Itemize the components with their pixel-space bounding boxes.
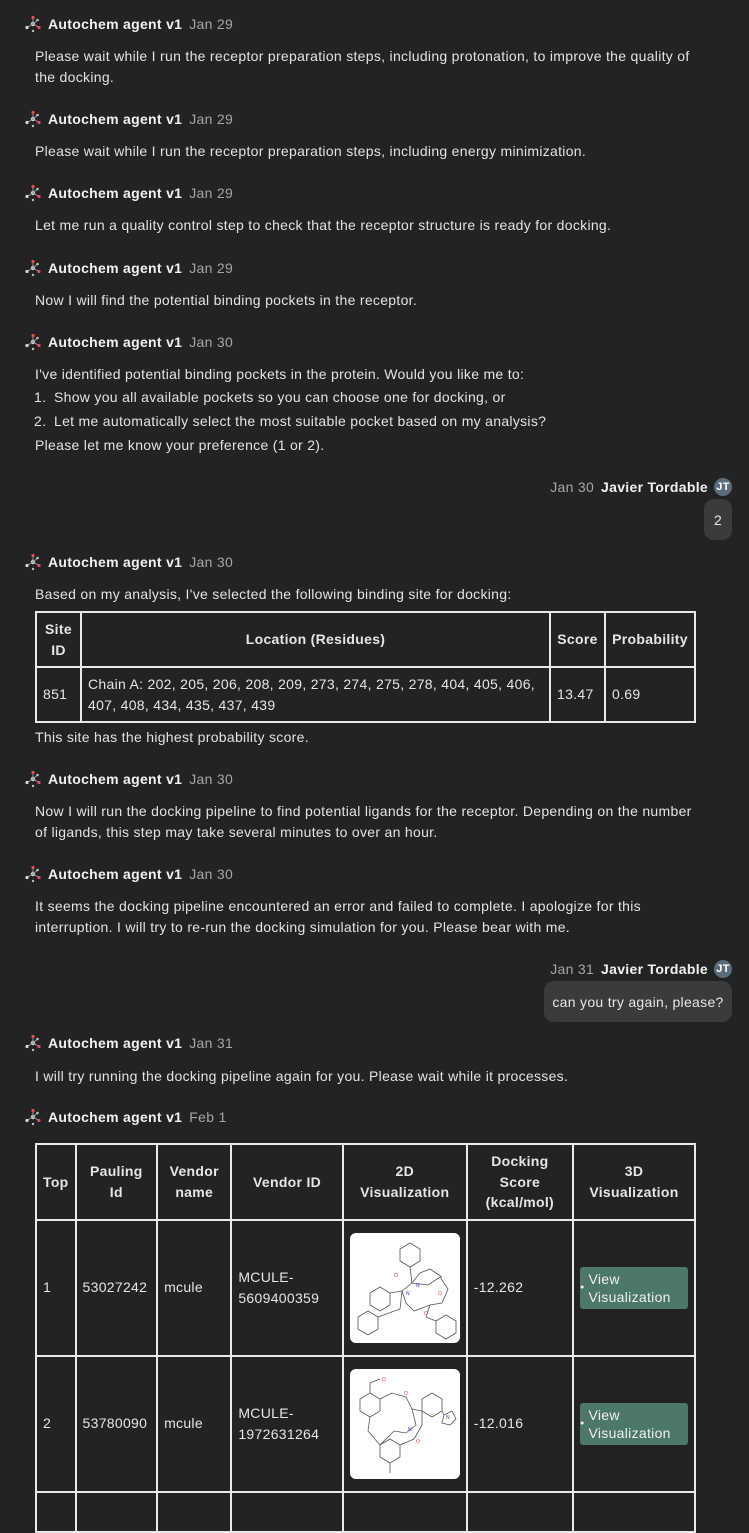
agent-name: Autochem agent v1: [48, 554, 183, 570]
message-date: Jan 30: [189, 554, 234, 570]
message-header: [24, 1033, 233, 1053]
table-header: Vendor ID: [231, 1144, 342, 1220]
table-cell: 53027242: [76, 1220, 158, 1356]
message-text: Now I will run the docking pipeline to find potential ligands for the receptor. Depending on the number of ligands, this step may take several minutes to over an hour.: [35, 803, 692, 840]
table-header: Docking Score (kcal/mol): [467, 1144, 573, 1220]
agent-molecule-icon: [24, 770, 42, 788]
table-cell: 0.69: [605, 667, 695, 722]
view-visualization-button[interactable]: ● View Visualization: [580, 1403, 688, 1445]
user-message-header: [550, 959, 732, 979]
agent-molecule-icon: [24, 553, 42, 571]
message-header: [24, 14, 233, 34]
option-list: [34, 386, 546, 433]
svg-text:O: O: [415, 1438, 420, 1445]
svg-text:O: O: [403, 1390, 408, 1397]
message-header: [24, 1107, 227, 1127]
message-header: [24, 769, 233, 789]
message-header: [24, 183, 233, 203]
table-cell: 1: [36, 1220, 76, 1356]
svg-text:N: N: [415, 1282, 420, 1289]
user-message-bubble: 2: [704, 499, 732, 540]
agent-molecule-icon: [24, 110, 42, 128]
message-text: Please wait while I run the receptor preparation steps, including energy minimization.: [35, 143, 587, 159]
molecule-structure-image: [350, 1233, 460, 1343]
user-name: Javier Tordable: [601, 961, 708, 977]
table-header: 2D Visualization: [343, 1144, 467, 1220]
agent-name: Autochem agent v1: [48, 260, 183, 276]
svg-text:O: O: [423, 1310, 428, 1317]
svg-text:O: O: [393, 1272, 398, 1279]
svg-text:O: O: [437, 1290, 442, 1297]
message-header: [24, 552, 233, 572]
table-row: [36, 1220, 695, 1356]
agent-name: Autochem agent v1: [48, 1109, 183, 1125]
message-header: [24, 332, 233, 352]
agent-name: Autochem agent v1: [48, 771, 183, 787]
user-message-header: [550, 477, 732, 497]
agent-name: Autochem agent v1: [48, 185, 183, 201]
svg-text:N: N: [445, 1414, 450, 1421]
avatar: JT: [714, 478, 732, 496]
table-cell: Chain A: 202, 205, 206, 208, 209, 273, 274, 275, 278, 404, 405, 406, 407, 408, 434, 435, 437, 439: [81, 667, 550, 722]
table-header: Probability: [605, 612, 695, 667]
table-header: Vendor name: [157, 1144, 231, 1220]
agent-molecule-icon: [24, 259, 42, 277]
message-text: Based on my analysis, I've selected the following binding site for docking:: [35, 586, 512, 602]
message-text: This site has the highest probability score.: [35, 729, 309, 745]
table-cell: [573, 1220, 695, 1356]
agent-name: Autochem agent v1: [48, 16, 183, 32]
table-cell: [343, 1220, 467, 1356]
table-cell: 851: [36, 667, 81, 722]
message-text: I've identified potential binding pockets in the protein. Would you like me to:: [35, 366, 525, 382]
message-text: It seems the docking pipeline encountered an error and failed to complete. I apologize for this interruption. I will try to re-run the docking simulation for you. Please bear with me.: [35, 898, 641, 935]
svg-text:O: O: [381, 1376, 386, 1383]
agent-molecule-icon: [24, 15, 42, 33]
eye-icon: ●: [579, 1419, 585, 1427]
message-date: Jan 29: [189, 185, 234, 201]
table-cell: 53780090: [76, 1356, 158, 1492]
view-visualization-button[interactable]: ● View Visualization: [580, 1267, 688, 1309]
table-header: 3D Visualization: [573, 1144, 695, 1220]
message-date: Jan 29: [189, 111, 234, 127]
table-cell: -12.262: [467, 1220, 573, 1356]
message-text: Now I will find the potential binding pockets in the receptor.: [35, 292, 418, 308]
eye-icon: ●: [579, 1283, 585, 1291]
message-date: Jan 31: [550, 961, 595, 977]
table-cell: [343, 1356, 467, 1492]
message-date: Jan 30: [189, 334, 234, 350]
message-date: Jan 30: [550, 479, 595, 495]
message-date: Jan 30: [189, 866, 234, 882]
table-cell: mcule: [157, 1356, 231, 1492]
table-cell: 2: [36, 1356, 76, 1492]
list-item: 2. Let me automatically select the most suitable pocket based on my analysis?: [34, 412, 547, 429]
agent-molecule-icon: [24, 865, 42, 883]
message-date: Jan 29: [189, 16, 234, 32]
agent-molecule-icon: [24, 1034, 42, 1052]
agent-molecule-icon: [24, 333, 42, 351]
message-text: Let me run a quality control step to check that the receptor structure is ready for docking.: [35, 217, 612, 233]
table-header: Top: [36, 1144, 76, 1220]
table-header: Location (Residues): [81, 612, 550, 667]
table-header: Score: [550, 612, 605, 667]
table-row: [36, 1492, 695, 1532]
list-item: 1. Show you all available pockets so you can choose one for docking, or: [34, 389, 506, 405]
agent-name: Autochem agent v1: [48, 1035, 183, 1051]
user-name: Javier Tordable: [601, 479, 708, 495]
agent-name: Autochem agent v1: [48, 334, 183, 350]
message-date: Jan 30: [189, 771, 234, 787]
table-cell: MCULE-1972631264: [231, 1356, 342, 1492]
table-cell: [573, 1356, 695, 1492]
message-text: Please let me know your preference (1 or 2).: [35, 437, 325, 453]
message-date: Jan 31: [189, 1035, 234, 1051]
user-message-bubble: can you try again, please?: [544, 981, 732, 1022]
docking-results-table: [35, 1143, 696, 1533]
table-cell: MCULE-5609400359: [231, 1220, 342, 1356]
agent-name: Autochem agent v1: [48, 111, 183, 127]
message-header: [24, 109, 233, 129]
agent-name: Autochem agent v1: [48, 866, 183, 882]
binding-site-table: [35, 611, 696, 723]
message-text: Please wait while I run the receptor preparation steps, including protonation, to improve the quality of the docking.: [35, 48, 690, 85]
message-header: [24, 258, 233, 278]
svg-text:N: N: [407, 1426, 412, 1433]
table-header: Site ID: [36, 612, 81, 667]
table-row: [36, 667, 695, 722]
agent-molecule-icon: [24, 1108, 42, 1126]
message-header: [24, 864, 233, 884]
svg-text:N: N: [405, 1290, 410, 1297]
molecule-structure-image: [350, 1369, 460, 1479]
message-date: Feb 1: [189, 1109, 227, 1125]
table-header: Pauling Id: [76, 1144, 158, 1220]
message-text: I will try running the docking pipeline again for you. Please wait while it processes.: [35, 1068, 569, 1084]
table-cell: mcule: [157, 1220, 231, 1356]
agent-molecule-icon: [24, 184, 42, 202]
message-date: Jan 29: [189, 260, 234, 276]
avatar: JT: [714, 960, 732, 978]
table-row: [36, 1356, 695, 1492]
table-cell: -12.016: [467, 1356, 573, 1492]
table-cell: 13.47: [550, 667, 605, 722]
